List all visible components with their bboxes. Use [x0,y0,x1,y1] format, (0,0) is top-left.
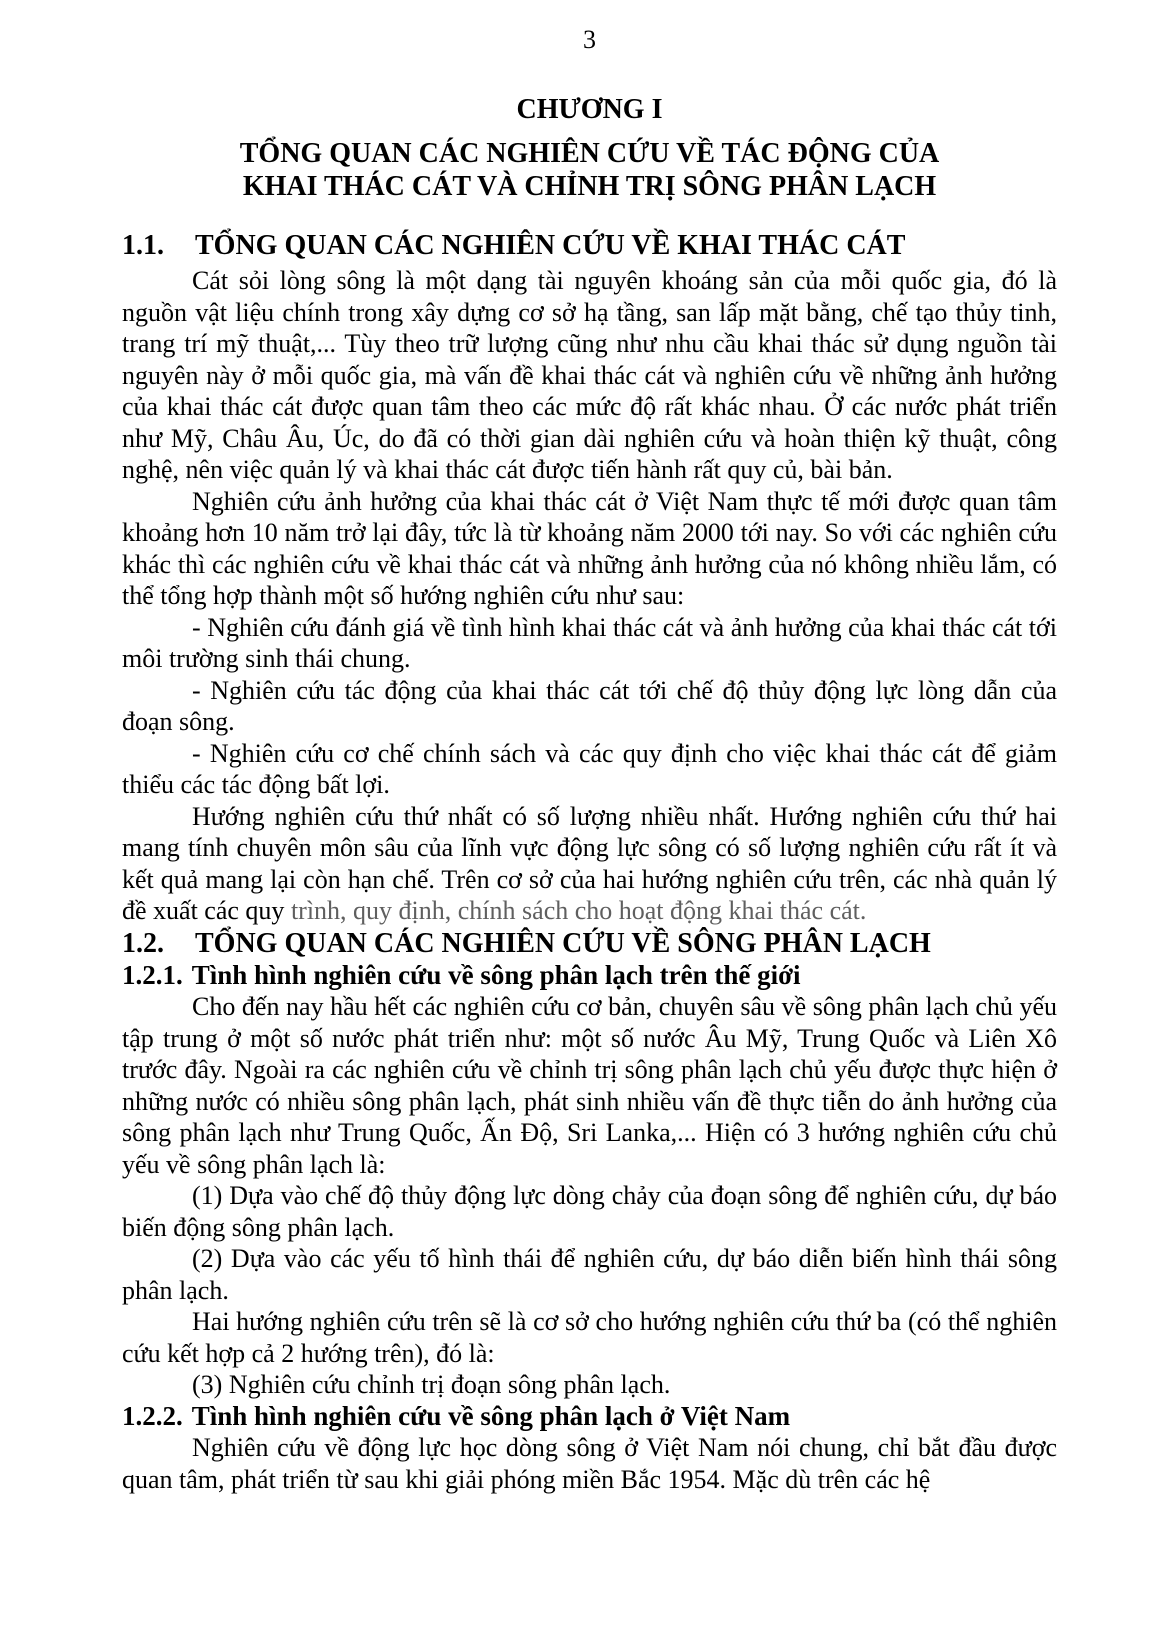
section-1-2-number: 1.2. [122,927,164,959]
subsection-1-2-2-number: 1.2.2. [122,1400,183,1431]
subsection-heading-1-2-1 [122,960,1057,992]
paragraph-world-research: Cho đến nay hầu hết các nghiên cứu cơ bản, chuyên sâu về sông phân lạch chủ yếu tập trung ở một số nước phát triển như: một số nước Âu Mỹ, Trung Quốc và Liên Xô trước đây. Ngoài ra các nghiên cứu về chỉnh trị sông phân lạch chủ yếu được thực hiện ở những nước có nhiều sông phân lạch, phát sinh nhiều vấn đề thực tiễn do ảnh hưởng của sông phân lạch như Trung Quốc, Ấn Độ, Sri Lanka,... Hiện có 3 hướng nghiên cứu chủ yếu về sông phân lạch là: [122,992,1057,1179]
subsection-heading-1-2-2 [122,1401,1057,1433]
section-1-1-number: 1.1. [122,230,164,261]
chapter-title [122,137,1057,203]
subsection-1-2-1-number: 1.2.1. [122,959,183,990]
section-1-1-title: TỔNG QUAN CÁC NGHIÊN CỨU VỀ KHAI THÁC CÁT [195,230,906,261]
section-heading-1-1 [122,229,1057,262]
paragraph-approach-basis: Hai hướng nghiên cứu trên sẽ là cơ sở cho hướng nghiên cứu thứ ba (có thể nghiên cứu kết hợp cả 2 hướng trên), đó là: [122,1307,1057,1368]
chapter-title-line1: TỔNG QUAN CÁC NGHIÊN CỨU VỀ TÁC ĐỘNG CỦA [239,138,940,169]
paragraph-vietnam-dynamics: Nghiên cứu về động lực học dòng sông ở Việt Nam nói chung, chỉ bắt đầu được quan tâm, phát triển từ sau khi giải phóng miền Bắc 1954. Mặc dù trên các hệ [122,1433,1057,1494]
paragraph-vietnam-research: Nghiên cứu ảnh hưởng của khai thác cát ở Việt Nam thực tế mới được quan tâm khoảng hơn 10 năm trở lại đây, tức là từ khoảng năm 2000 tới nay. So với các nghiên cứu khác thì các nghiên cứu về khai thác cát và những ảnh hưởng của nó không nhiều lắm, có thể tổng hợp thành một số hướng nghiên cứu như sau: [122,486,1057,610]
paragraph-summary-gray-text: trình, quy định, chính sách cho hoạt động khai thác cát. [290,896,867,925]
chapter-label: CHƯƠNG I [516,94,663,125]
paragraph-summary-text: Hướng nghiên cứu thứ nhất có số lượng nhiều nhất. Hướng nghiên cứu thứ hai mang tính chuyên môn sâu của lĩnh vực động lực sông có số lượng nghiên cứu rất ít và kết quả mang lại còn hạn chế. Trên cơ sở của hai hướng nghiên cứu trên, các nhà quản lý đề xuất các quy [122,801,1057,925]
section-heading-1-2 [122,927,1057,960]
paragraph-direction-1: - Nghiên cứu đánh giá về tình hình khai thác cát và ảnh hưởng của khai thác cát tới môi trường sinh thái chung. [122,612,1057,673]
page-number: 3 [583,25,596,54]
subsection-1-2-1-title: Tình hình nghiên cứu về sông phân lạch trên thế giới [191,959,801,990]
paragraph-approach-2: (2) Dựa vào các yếu tố hình thái để nghiên cứu, dự báo diễn biến hình thái sông phân lạch. [122,1244,1057,1305]
subsection-1-2-2-title: Tình hình nghiên cứu về sông phân lạch ở Việt Nam [191,1400,791,1431]
paragraph-approach-1: (1) Dựa vào chế độ thủy động lực dòng chảy của đoạn sông để nghiên cứu, dự báo biến động sông phân lạch. [122,1181,1057,1242]
paragraph-approach-3: (3) Nghiên cứu chỉnh trị đoạn sông phân lạch. [192,1370,671,1399]
paragraph-direction-3: - Nghiên cứu cơ chế chính sách và các quy định cho việc khai thác cát để giảm thiểu các tác động bất lợi. [122,738,1057,799]
section-1-2-title: TỔNG QUAN CÁC NGHIÊN CỨU VỀ SÔNG PHÂN LẠCH [195,927,931,959]
chapter-title-line2: KHAI THÁC CÁT VÀ CHỈNH TRỊ SÔNG PHÂN LẠCH [242,171,937,202]
paragraph-direction-2: - Nghiên cứu tác động của khai thác cát tới chế độ thủy động lực lòng dẫn của đoạn sông. [122,675,1057,736]
paragraph-sand-resource: Cát sỏi lòng sông là một dạng tài nguyên khoáng sản của mỗi quốc gia, đó là nguồn vật liệu chính trong xây dựng cơ sở hạ tầng, san lấp mặt bằng, chế tạo thủy tinh, trang trí mỹ thuật,... Tùy theo trữ lượng cũng như nhu cầu khai thác sử dụng nguồn tài nguyên này ở mỗi quốc gia, mà vấn đề khai thác cát và nghiên cứu về những ảnh hưởng của khai thác cát được quan tâm theo các mức độ rất khác nhau. Ở các nước phát triển như Mỹ, Châu Âu, Úc, do đã có thời gian dài nghiên cứu và hoàn thiện kỹ thuật, công nghệ, nên việc quản lý và khai thác cát được tiến hành rất quy củ, bài bản. [122,266,1057,484]
paragraph-summary [122,801,1057,927]
